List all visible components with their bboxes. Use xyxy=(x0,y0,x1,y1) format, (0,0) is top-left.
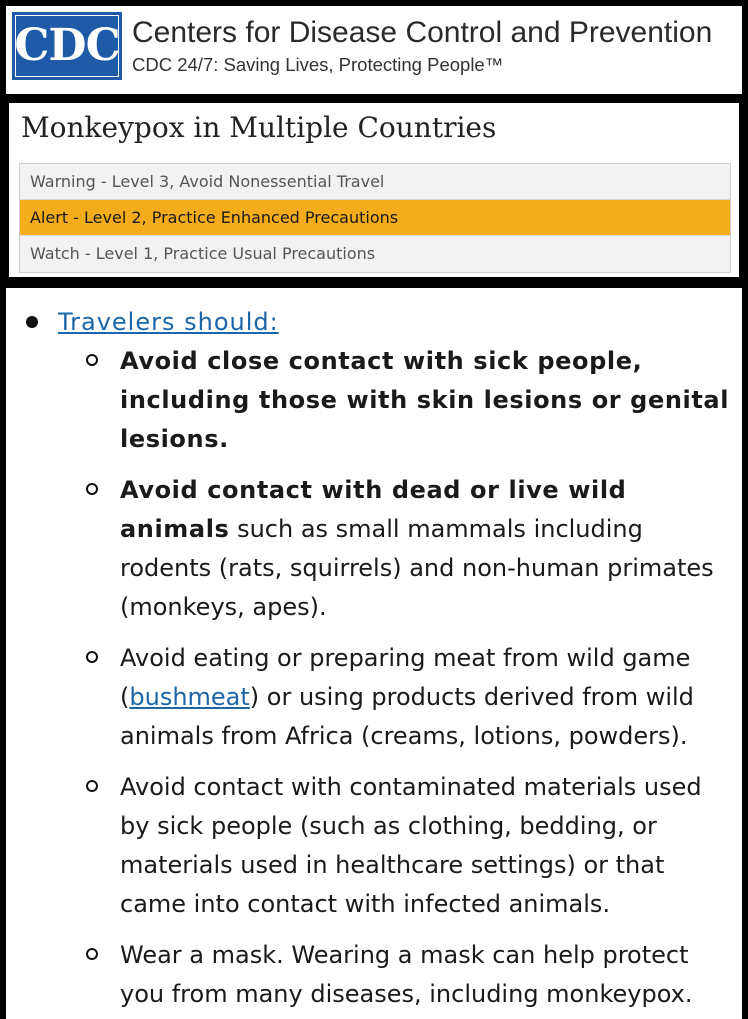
bullet-dot xyxy=(26,316,38,328)
item-text-bold: Avoid close contact with sick people, including those with skin lesions or genital lesions. xyxy=(120,347,730,453)
list-item xyxy=(86,936,736,1014)
bullet-circle xyxy=(86,948,98,960)
bullet-circle xyxy=(86,354,98,366)
bullet-circle xyxy=(86,483,98,495)
level-alert: Alert - Level 2, Practice Enhanced Precautions xyxy=(20,200,730,236)
bushmeat-link[interactable]: bushmeat xyxy=(129,683,250,711)
item-text: Wear a mask. Wearing a mask can help protect you from many diseases, including monkeypox. xyxy=(120,941,693,1008)
item-text: Avoid contact with contaminated materials used by sick people (such as clothing, bedding, or materials used in healthcare settings) or that came into contact with infected animals. xyxy=(120,773,702,918)
travelers-should-link[interactable]: Travelers should: xyxy=(58,308,279,336)
list-item xyxy=(86,768,736,924)
recommendations xyxy=(6,288,742,1019)
cdc-header xyxy=(6,6,742,94)
header-text xyxy=(132,16,712,76)
item-text: Avoid eating or preparing meat from wild game ( xyxy=(120,644,691,711)
bullet-circle xyxy=(86,651,98,663)
travelers-bullet xyxy=(26,308,279,336)
bullet-circle xyxy=(86,780,98,792)
list-item xyxy=(86,342,736,459)
level-warning: Warning - Level 3, Avoid Nonessential Travel xyxy=(20,164,730,200)
list-item xyxy=(86,639,736,756)
notice-levels xyxy=(19,163,731,273)
agency-title: Centers for Disease Control and Prevention xyxy=(132,16,713,49)
notice-title: Monkeypox in Multiple Countries xyxy=(21,111,497,144)
cdc-logo[interactable] xyxy=(12,12,122,80)
level-watch: Watch - Level 1, Practice Usual Precautions xyxy=(20,236,730,272)
logo-text: CDC xyxy=(14,20,120,71)
recommendation-list xyxy=(86,342,736,1019)
travel-notice xyxy=(6,100,742,280)
item-text: ) or using products derived from wild animals from Africa (creams, lotions, powders). xyxy=(120,683,694,750)
item-text-bold: Avoid contact with dead or live wild animals xyxy=(120,476,627,543)
agency-tagline: CDC 24/7: Saving Lives, Protecting People™ xyxy=(132,54,504,75)
list-item xyxy=(86,471,736,627)
item-text: such as small mammals including rodents (rats, squirrels) and non-human primates (monkeys, apes). xyxy=(120,515,714,621)
